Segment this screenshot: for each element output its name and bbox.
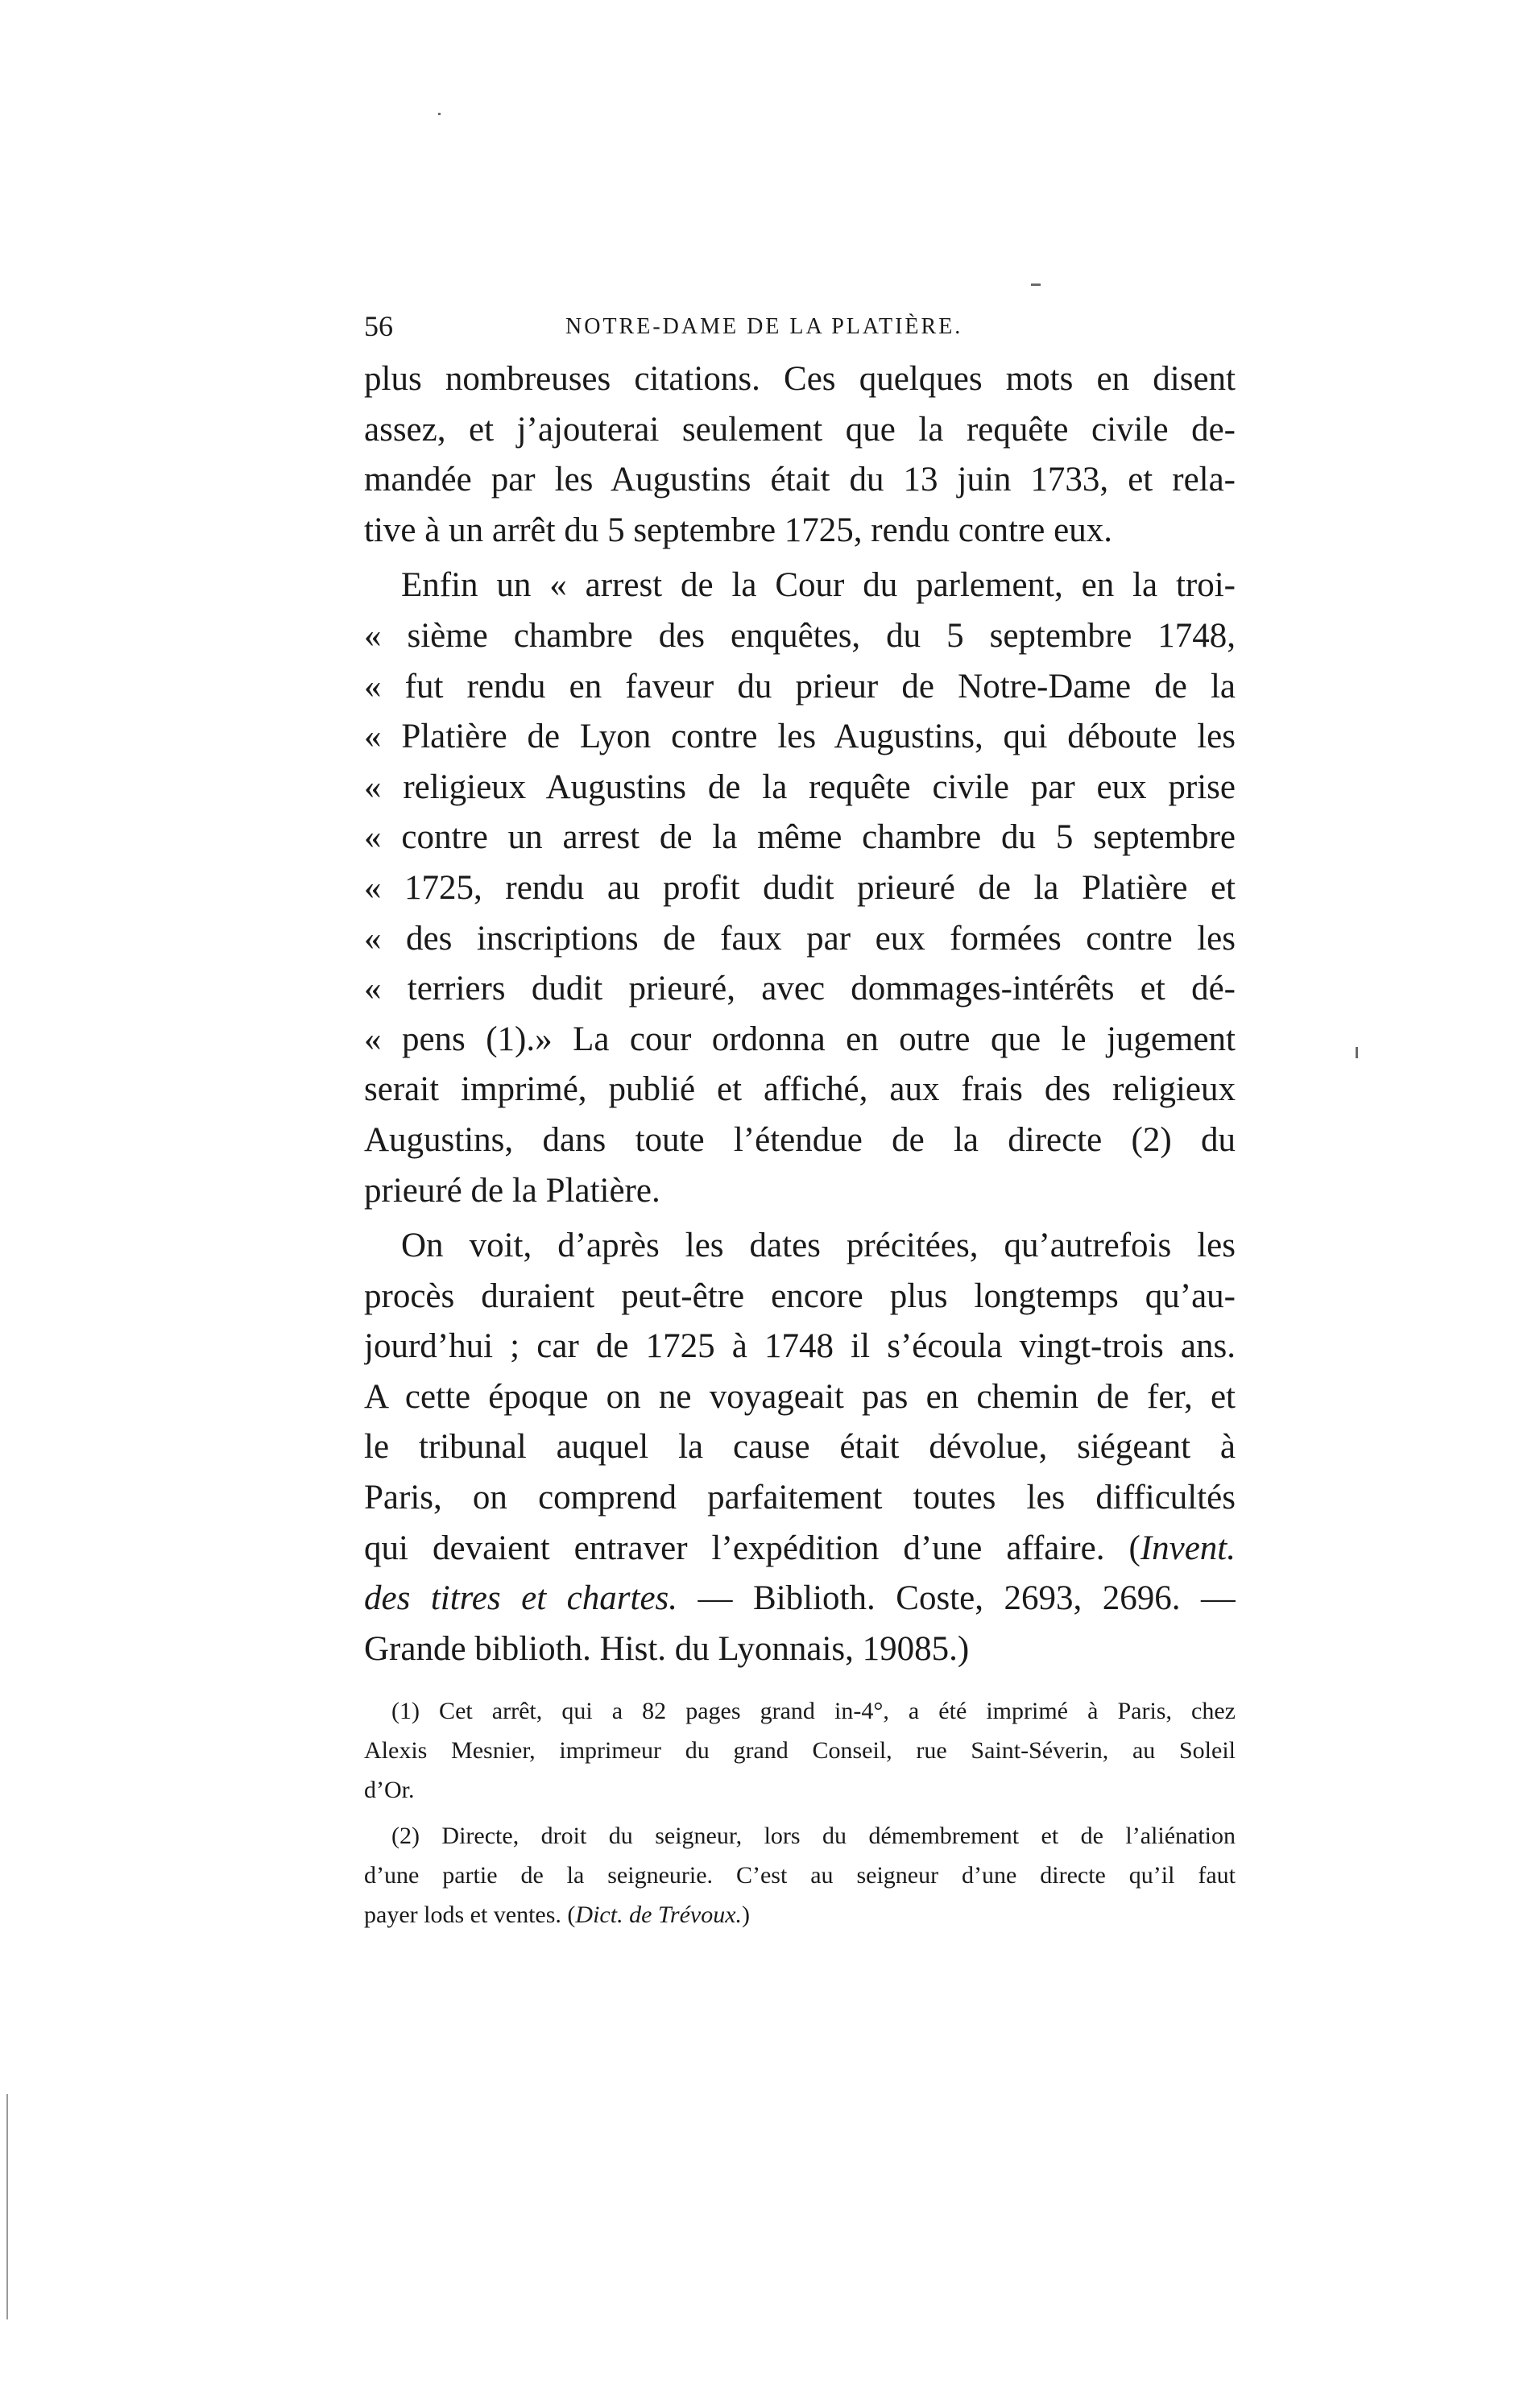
text-segment: — Biblioth. Coste, 2693, 2696. —: [677, 1579, 1236, 1618]
footnote-line: Alexis Mesnier, imprimeur du grand Conseil, rue Saint-Séverin, au Soleil: [364, 1737, 1236, 1764]
text-line: « pens (1).» La cour ordonna en outre que le jugement: [364, 1020, 1236, 1058]
text-line: « des inscriptions de faux par eux formées contre les: [364, 919, 1236, 958]
italic-text: Invent.: [1140, 1529, 1236, 1567]
text-line: « terriers dudit prieuré, avec dommages-intérêts et dé-: [364, 970, 1236, 1008]
text-line: Augustins, dans toute l’étendue de la directe (2) du: [364, 1120, 1236, 1159]
footnote-line: d’une partie de la seigneurie. C’est au seigneur d’une directe qu’il faut: [364, 1862, 1236, 1889]
scan-speck: [438, 113, 441, 115]
italic-text: Dict. de Trévoux.: [575, 1901, 743, 1928]
text-line: mandée par les Augustins était du 13 juin 1733, et rela-: [364, 461, 1236, 499]
body-text: [364, 354, 1236, 1674]
text-line: serait imprimé, publié et affiché, aux frais des religieux: [364, 1070, 1236, 1109]
running-head: [364, 309, 1236, 350]
footnotes: [364, 1691, 1236, 1934]
footnote-line: (2) Directe, droit du seigneur, lors du démembrement et de l’aliénation: [391, 1823, 1236, 1849]
text-segment: qui devaient entraver l’expédition d’une affaire. (: [364, 1529, 1141, 1567]
scan-speck: [1031, 283, 1041, 286]
text-line: « 1725, rendu au profit dudit prieuré de la Platière et: [364, 868, 1236, 907]
footnote-line: d’Or.: [364, 1777, 415, 1803]
text-line: « Platière de Lyon contre les Augustins, qui déboute les: [364, 718, 1236, 756]
italic-text: des titres et chartes.: [364, 1579, 678, 1618]
scan-speck: [1356, 1047, 1358, 1058]
text-line: « religieux Augustins de la requête civile par eux prise: [364, 768, 1236, 806]
text-line: « fut rendu en faveur du prieur de Notre-Dame de la: [364, 667, 1236, 706]
text-line: A cette époque on ne voyageait pas en chemin de fer, et: [364, 1377, 1236, 1416]
footnote-line: (1) Cet arrêt, qui a 82 pages grand in-4°, a été imprimé à Paris, chez: [391, 1698, 1236, 1724]
text-line-with-italic: [364, 1524, 1236, 1574]
text-line-with-italic: [364, 1574, 1236, 1624]
text-line: assez, et j’ajouterai seulement que la requête civile de-: [364, 410, 1236, 449]
text-segment: payer lods et ventes. (: [364, 1901, 576, 1928]
text-line: « contre un arrest de la même chambre du 5 septembre: [364, 818, 1236, 857]
text-line: Enfin un « arrest de la Cour du parlement, en la troi-: [401, 566, 1236, 605]
footnote-line-with-italic: [364, 1895, 1236, 1934]
text-line: prieuré de la Platière.: [364, 1171, 660, 1210]
text-line: tive à un arrêt du 5 septembre 1725, rendu contre eux.: [364, 511, 1112, 549]
text-line: On voit, d’après les dates précitées, qu’autrefois les: [401, 1227, 1236, 1265]
text-line: Grande biblioth. Hist. du Lyonnais, 19085.): [364, 1629, 970, 1668]
page-number: 56: [364, 310, 393, 342]
text-line: Paris, on comprend parfaitement toutes les difficultés: [364, 1479, 1236, 1517]
running-title: NOTRE-DAME DE LA PLATIÈRE.: [565, 314, 963, 339]
text-line: procès duraient peut-être encore plus longtemps qu’au-: [364, 1277, 1236, 1315]
text-line: « sième chambre des enquêtes, du 5 septembre 1748,: [364, 616, 1236, 655]
scan-speck: [6, 2094, 8, 2319]
text-line: plus nombreuses citations. Ces quelques mots en disent: [364, 360, 1236, 398]
text-line: le tribunal auquel la cause était dévolue, siégeant à: [364, 1428, 1236, 1467]
text-segment: ): [742, 1901, 751, 1928]
text-line: jourd’hui ; car de 1725 à 1748 il s’écoula vingt-trois ans.: [364, 1327, 1236, 1366]
